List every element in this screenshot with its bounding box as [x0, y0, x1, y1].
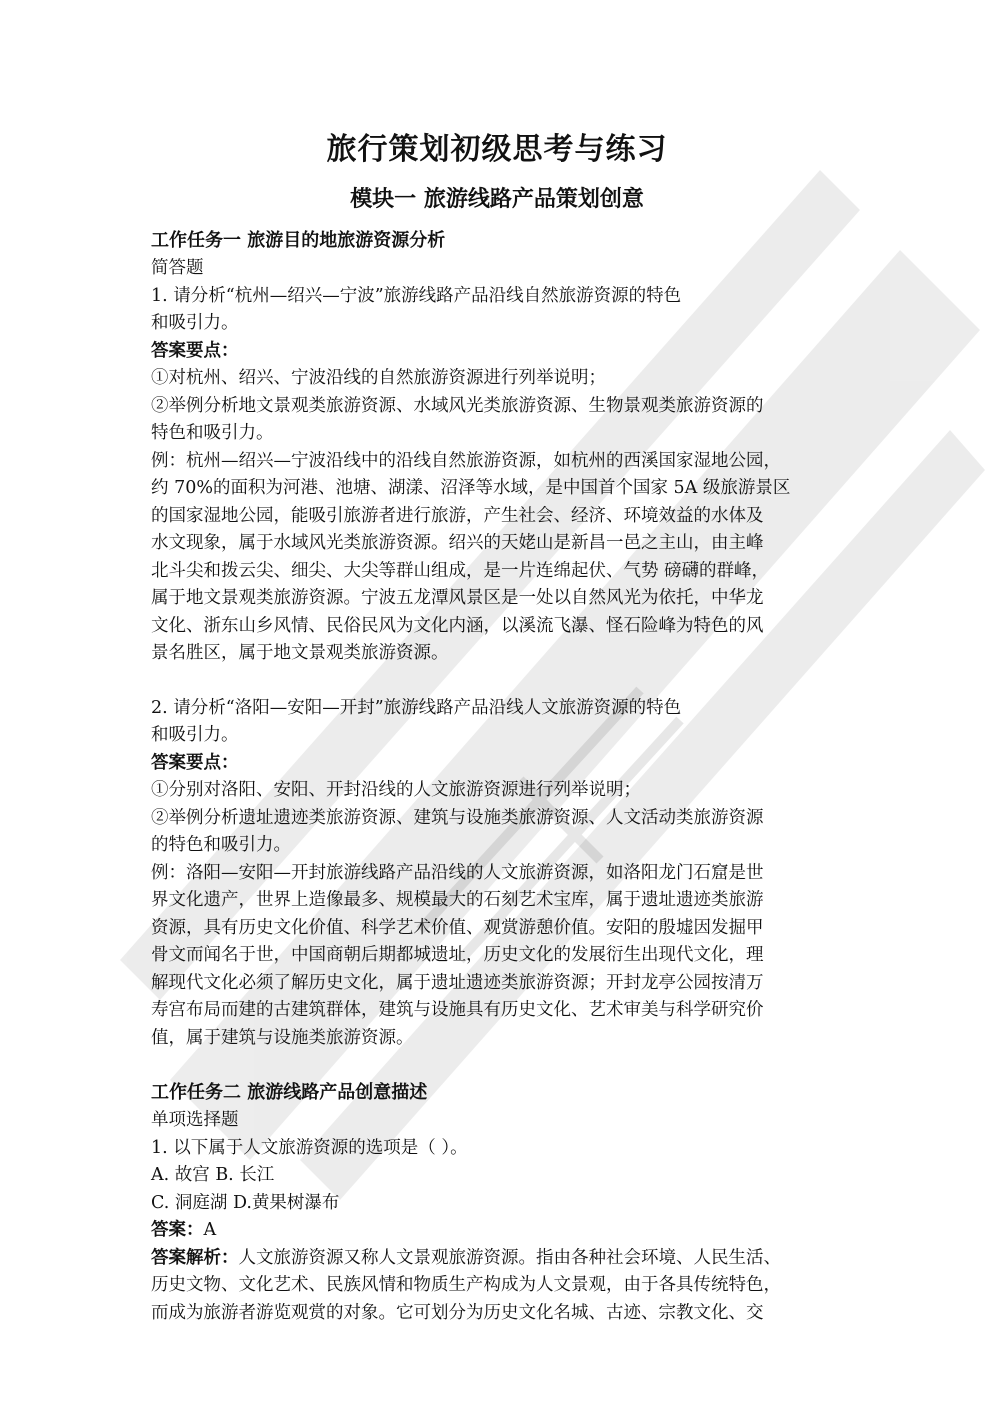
task1-q1-example-line: 景名胜区，属于地文景观类旅游资源。: [151, 643, 449, 663]
task2-q1-explanation-line: 历史文物、文化艺术、民族风情和物质生产构成为人文景观，由于各具传统特色，: [151, 1275, 781, 1295]
task1-q1-example-line: 水文现象，属于水域风光类旅游资源。绍兴的天姥山是新昌一邑之主山，由主峰: [151, 533, 764, 553]
explanation-text: 人文旅游资源又称人文景观旅游资源。指由各种社会环境、人民生活、: [238, 1247, 781, 1268]
task1-q2-example-line: 资源，具有历史文化价值、科学艺术价值、观赏游憩价值。安阳的殷墟因发掘甲: [151, 917, 764, 938]
task1-q2-example-line: 值，属于建筑与设施类旅游资源。: [151, 1027, 414, 1048]
document-title: 旅行策划初级思考与练习: [326, 132, 668, 167]
module-title: 模块一 旅游线路产品策划创意: [350, 186, 644, 212]
task1-q1-line1: 1. 请分析“杭州—绍兴—宁波”旅游线路产品沿线自然旅游资源的特色: [151, 285, 682, 306]
task1-q1-example-line: 属于地文景观类旅游资源。宁波五龙潭风景区是一处以自然风光为依托，中华龙: [151, 588, 764, 608]
task1-q1-point: 特色和吸引力。: [151, 423, 274, 443]
explanation-label: 答案解析：: [151, 1247, 239, 1268]
spacer: [151, 668, 843, 695]
task1-q1-example-line: 例：杭州—绍兴—宁波沿线中的沿线自然旅游资源，如杭州的西溪国家湿地公园，: [151, 450, 781, 471]
task1-q1-point: ②举例分析地文景观类旅游资源、水域风光类旅游资源、生物景观类旅游资源的: [151, 395, 764, 416]
answer-label: 答案：: [151, 1220, 204, 1240]
document-page: [151, 124, 843, 1327]
task1-q1-example-line: 约 70%的面积为河港、池塘、湖漾、沼泽等水域，是中国首个国家 5A 级旅游景区: [151, 478, 791, 498]
task1-q2-point: ①分别对洛阳、安阳、开封沿线的人文旅游资源进行列举说明；: [151, 780, 641, 800]
task2-q1-explanation: [151, 1245, 843, 1273]
task1-q2-line1: 2. 请分析“洛阳—安阳—开封”旅游线路产品沿线人文旅游资源的特色: [151, 697, 682, 718]
task1-q2-example-line: 骨文而闻名于世，中国商朝后期都城遗址，历史文化的发展衍生出现代文化，理: [151, 945, 764, 965]
task2-q1-answer: [151, 1217, 843, 1245]
task2-q1-explanation-line: 而成为旅游者游览观赏的对象。它可划分为历史文化名城、古迹、宗教文化、交: [151, 1302, 764, 1323]
task2-q1-options: C. 洞庭湖 D.黄果树瀑布: [151, 1192, 340, 1213]
task2-q1-options: A. 故宫 B. 长江: [151, 1165, 275, 1185]
task2-q1-question: 1. 以下属于人文旅游资源的选项是（ ）。: [151, 1137, 468, 1158]
task1-q1-example-line: 北斗尖和拨云尖、细尖、大尖等群山组成，是一片连绵起伏、气势 磅礴的群峰，: [151, 560, 770, 581]
task1-q2-answer-label: 答案要点：: [151, 752, 239, 773]
task1-q2-example-line: 界文化遗产，世界上造像最多、规模最大的石刻艺术宝库，属于遗址遗迹类旅游: [151, 890, 764, 910]
task1-q1-point: ①对杭州、绍兴、宁波沿线的自然旅游资源进行列举说明；: [151, 368, 606, 388]
task2-question-type: 单项选择题: [151, 1110, 239, 1130]
task1-q1-example-line: 的国家湿地公园，能吸引旅游者进行旅游，产生社会、经济、环境效益的水体及: [151, 505, 764, 526]
task1-question-type: 简答题: [151, 258, 204, 278]
task1-q2-example-line: 解现代文化必须了解历史文化，属于遗址遗迹类旅游资源；开封龙亭公园按清万: [151, 972, 764, 993]
task1-q2-example-line: 寿宫布局而建的古建筑群体，建筑与设施具有历史文化、艺术审美与科学研究价: [151, 1000, 764, 1020]
spacer: [151, 1052, 843, 1079]
task1-q2-point: ②举例分析遗址遗迹类旅游资源、建筑与设施类旅游资源、人文活动类旅游资源: [151, 807, 764, 828]
task1-q1-example-line: 文化、浙东山乡风情、民俗民风为文化内涵，以溪流飞瀑、怪石险峰为特色的风: [151, 615, 764, 636]
task2-heading: 工作任务二 旅游线路产品创意描述: [151, 1082, 428, 1103]
task1-q2-example-line: 例：洛阳—安阳—开封旅游线路产品沿线的人文旅游资源，如洛阳龙门石窟是世: [151, 862, 764, 883]
task1-q1-answer-label: 答案要点：: [151, 340, 239, 361]
task1-q1-line2: 和吸引力。: [151, 313, 239, 333]
task1-q2-line2: 和吸引力。: [151, 725, 239, 745]
answer-value: A: [203, 1220, 217, 1240]
task1-heading: 工作任务一 旅游目的地旅游资源分析: [151, 230, 446, 251]
task1-q2-point: 的特色和吸引力。: [151, 835, 291, 855]
